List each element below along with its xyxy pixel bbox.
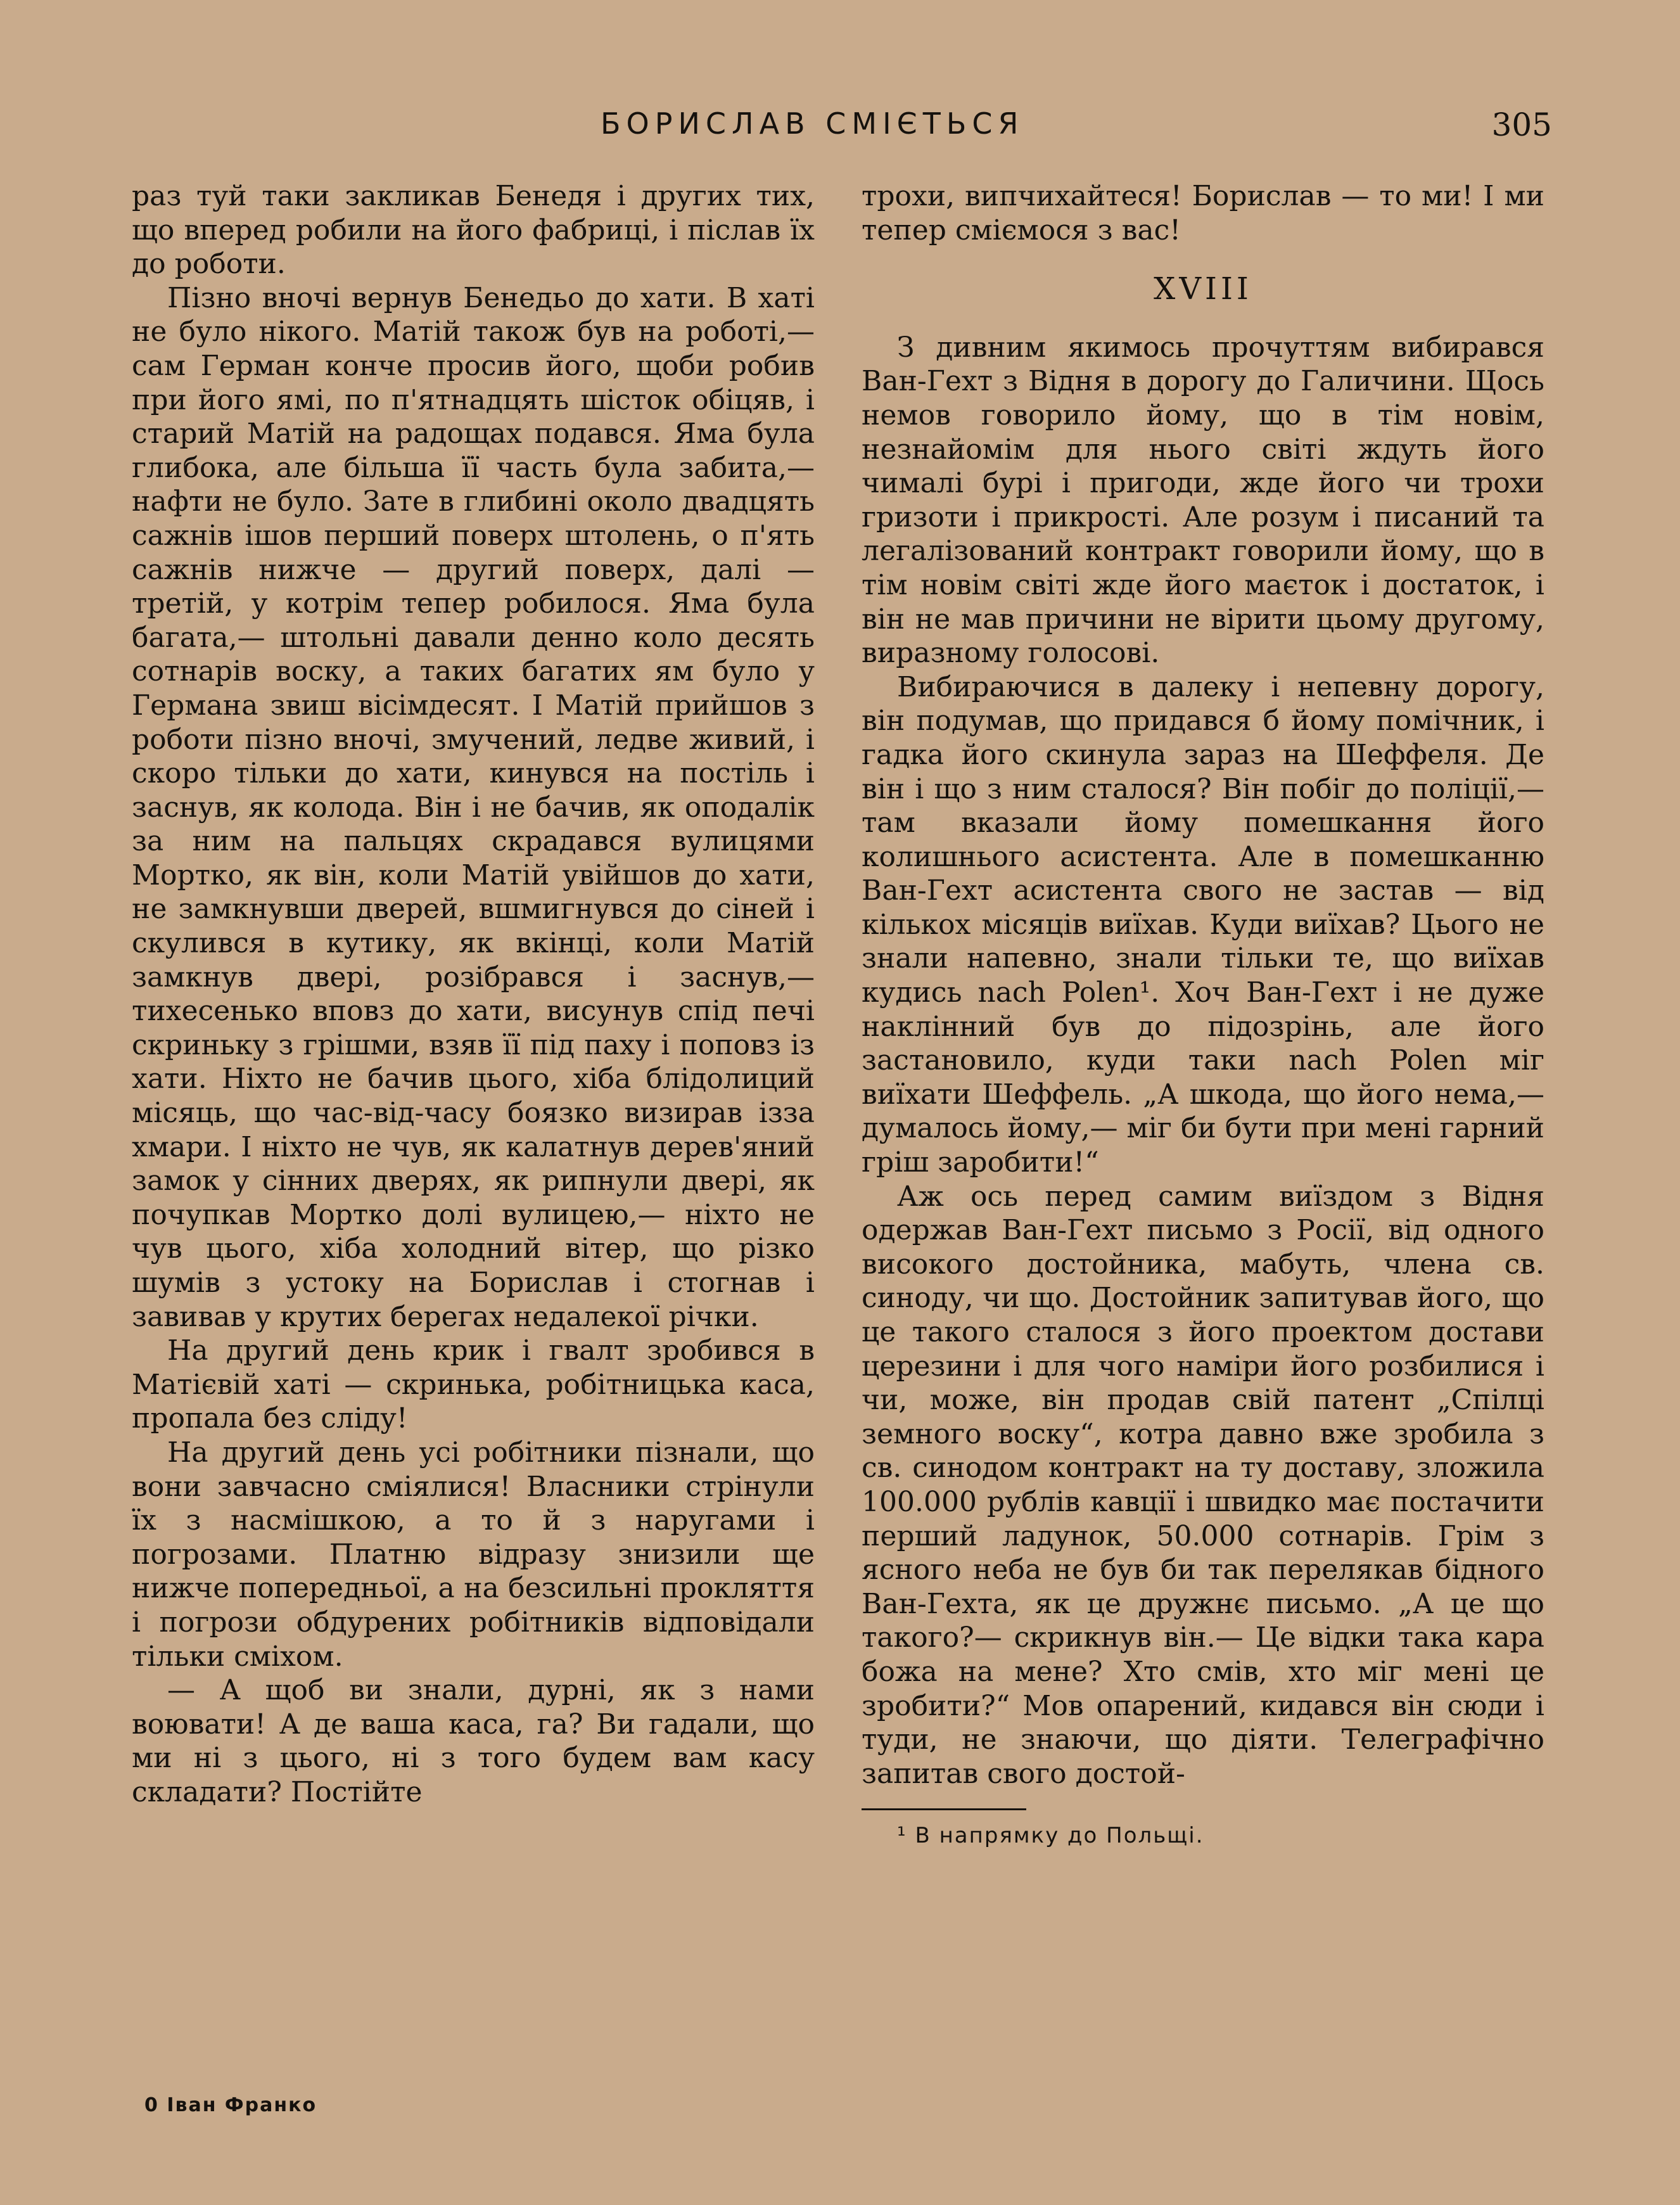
chapter-heading: XVIII [1154, 271, 1252, 307]
page-header [127, 106, 1552, 144]
paragraph: Пізно вночі вернув Бенедьо до хати. В хаті не було нікого. Матій також був на роботі,— сам Герман конче просив його, щоби робив при його ямі, по п'ятнадцять шісток обіцяв, і старий Матій на радощах подався. Яма була глибока, але більша її часть була забита,— нафти не було. Зате в глибині около двадцять сажнів ішов перший поверх штолень, о п'ять сажнів нижче — другий поверх, далі — третій, у котрім тепер робилося. Яма була багата,— штольні давали денно коло десять сотнарів воску, а таких багатих ям було у Германа звиш вісімдесят. І Матій прийшов з роботи пізно вночі, змучений, ледве живий, і скоро тільки до хати, кинувся на постіль і заснув, як колода. Він і не бачив, як оподалік за ним на пальцях скрадався вулицями Мортко, як він, коли Матій увійшов до хати, не замкнувши дверей, вшмигнувся до сіней і скулився в кутику, як вкінці, коли Матій замкнув двері, розібрався і заснув,— тихесенько вповз до хати, висунув спід печі скриньку з грішми, взяв її під паху і поповз із хати. Ніхто не бачив цього, хіба блідолиций місяць, що час-від-часу боязко визирав ізза хмари. І ніхто не чув, як калатнув дерев'яний замок у сінних дверях, як рипнули двері, як почупкав Мортко долі вулицею,— ніхто не чув цього, хіба холодний вітер, що різко шумів з устоку на Борислав і стогнав і завивав у крутих берегах недалекої річки. [132, 281, 815, 1333]
paragraph: На другий день усі робітники пізнали, що вони завчасно сміялися! Власники стрінули їх з насмішкою, а то й з наругами і погрозами. Платню відразу знизили ще нижче попередньої, а на безсильні прокляття і погрози обдурених робітників відповідали тільки сміхом. [132, 1436, 815, 1673]
paragraph: — А щоб ви знали, дурні, як з нами воювати! А де ваша каса, га? Ви гадали, що ми ні з цього, ні з того будем вам касу складати? Постійте [132, 1674, 815, 1808]
page-number: 305 [1491, 106, 1552, 143]
left-column [132, 179, 815, 1810]
footnote-divider [862, 1808, 1026, 1810]
paragraph: З дивним якимось прочуттям вибирався Ван-Гехт з Відня в дорогу до Галичини. Щось немов говорило йому, що в тім новім, незнайомім для нього світі ждуть його чималі бурі і пригоди, жде його чи трохи гризоти і прикрості. Але розум і писаний та легалізований контракт говорили йому, що в тім новім світі жде його маєток і достаток, і він не мав причини не вірити цьому другому, виразному голосові. [862, 331, 1544, 670]
right-column [862, 179, 1544, 1850]
running-title: БОРИСЛАВ СМІЄТЬСЯ [601, 106, 1024, 141]
printer-signature: 0 Іван Франко [144, 2094, 317, 2116]
paragraph: На другий день крик і гвалт зробився в Матієвій хаті — скринька, робітницька каса, пропала без сліду! [132, 1334, 815, 1435]
paragraph: Аж ось перед самим виїздом з Відня одержав Ван-Гехт письмо з Росії, від одного високого достойника, мабуть, члена св. синоду, чи що. Достойник запитував його, що це такого сталося з його проектом достави церезини і для чого наміри його розбилися і чи, може, він продав свій патент „Спілці земного воску“, котра давно вже зробила з св. синодом контракт на ту доставу, зложила 100.000 рублів кавції і швидко має постачити перший ладунок, 50.000 сотнарів. Грім з ясного неба не був би так перелякав бідного Ван-Гехта, як це дружнє письмо. „А це що такого?— скрикнув він.— Це відки така кара божа на мене? Хто смів, хто міг мені це зробити?“ Мов опарений, кидався він сюди і туди, не знаючи, що діяти. Телеграфічно запитав свого достой- [862, 1180, 1544, 1790]
paragraph: раз туй таки закликав Бенедя і других тих, що вперед робили на його фабриці, і післав їх до роботи. [132, 180, 815, 281]
paragraph: Вибираючися в далеку і непевну дорогу, він подумав, що придався б йому помічник, і гадка його скинула зараз на Шеффеля. Де він і що з ним сталося? Він побіг до поліції,— там вказали йому помешкання його колишнього асистента. Але в помешканню Ван-Гехт асистента свого не застав — від кількох місяців виїхав. Куди виїхав? Цього не знали напевно, знали тільки те, що виїхав кудись nach Polen¹. Хоч Ван-Гехт і не дуже наклінний був до підозрінь, але його застановило, куди таки nach Polen міг виїхати Шеффель. „А шкода, що його нема,— думалось йому,— міг би бути при мені гарний гріш заробити!“ [862, 670, 1544, 1179]
footnote: ¹ В напрямку до Польщі. [897, 1823, 1204, 1849]
paragraph: трохи, випчихайтеся! Борислав — то ми! І ми тепер сміємося з вас! [862, 180, 1544, 246]
